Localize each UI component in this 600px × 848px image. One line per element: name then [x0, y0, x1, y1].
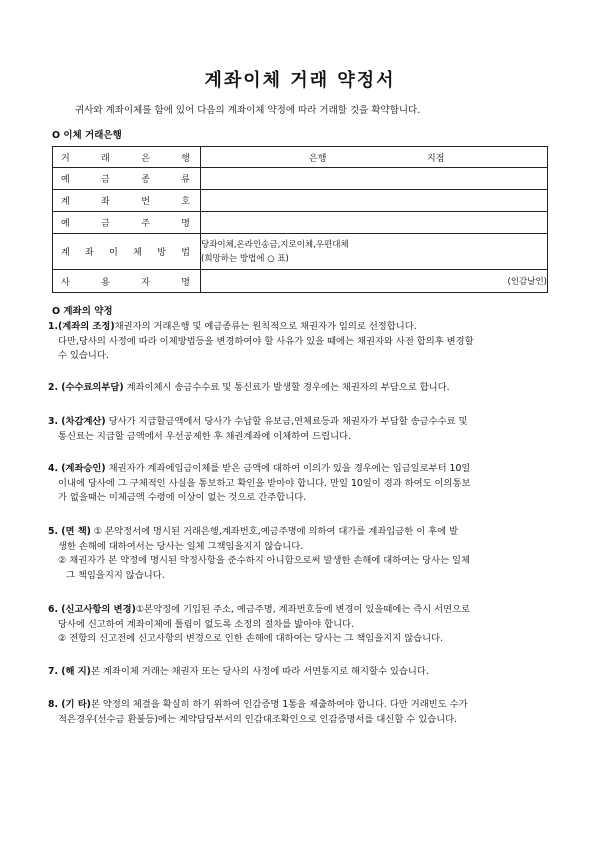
clause-text: 그 책임을지지 않습니다.: [66, 569, 165, 581]
table-row: [53, 168, 548, 190]
transfer-method-field[interactable]: [201, 234, 548, 270]
clause-number: 7. (해 지): [48, 666, 91, 677]
clause-text: 통신료는 지급할 금액에서 우선공제한 후 채권계좌에 이체하여 드립니다.: [58, 430, 352, 442]
label-char: 체: [133, 248, 142, 258]
label-char: 명: [181, 219, 190, 229]
label-char: 법: [181, 248, 190, 258]
clause-line: [48, 603, 470, 618]
table-row: [53, 212, 548, 234]
label-char: 금: [101, 175, 110, 185]
clause-3: [48, 415, 468, 444]
label-char: 거: [61, 153, 70, 164]
label-char: 류: [181, 175, 190, 185]
transfer-method-options: 당좌이체,온라인송금,지로이체,우편대체: [201, 239, 349, 250]
label-char: 계: [61, 248, 70, 258]
row-label: [53, 212, 201, 234]
clause-line: [48, 320, 474, 335]
clause-line: [48, 569, 470, 584]
section-heading-terms: O 계좌의 약정: [52, 306, 113, 317]
clause-line: [48, 381, 450, 396]
clause-text: ② 전항의 신고전에 신고사항의 변경으로 인한 손해에 대하여는 당사는 그 책임을지지 않습니다.: [58, 633, 444, 644]
clause-line: [48, 430, 468, 445]
clause-line: [48, 554, 470, 569]
table-row: [53, 190, 548, 212]
clause-line: [48, 462, 470, 477]
clause-text: ① 본약정서에 명시된 거래은행,계좌번호,예금주명에 의하여 대가를 계좌입금한 이 후에 발: [90, 526, 459, 537]
clause-line: [48, 477, 470, 492]
clause-8: [48, 698, 468, 727]
row-label: [53, 190, 201, 212]
branch-header: 지점: [427, 154, 445, 164]
table-row: [53, 147, 548, 168]
clause-text: 가 없을때는 이체금액 수령에 이상이 없는 것으로 간주합니다.: [58, 492, 307, 503]
row-label: [53, 234, 201, 270]
label-char: 계: [61, 197, 70, 207]
label-char: 예: [61, 175, 70, 185]
clause-text: 적은경우(선수금 환불등)에는 계약담당부서의 인감대조확인으로 인감증명서를 대신할 수 있습니다.: [58, 713, 458, 725]
clause-text: ①본약정에 기입된 주소, 예금주명, 계좌번호등에 변경이 있을때에는 즉시 서면으로: [135, 604, 471, 615]
account-holder-field[interactable]: [201, 212, 548, 234]
user-name-field[interactable]: [201, 270, 548, 293]
row-label: [53, 147, 201, 168]
clause-number: 4. (계좌승인): [48, 463, 106, 474]
clause-text: 본 계좌이체 거래는 채권자 또는 당사의 사정에 따라 서면통지로 해지할수 있습니다.: [90, 666, 429, 677]
bank-branch-field[interactable]: [201, 147, 548, 168]
section-heading-bank: O 이체 거래은행: [52, 130, 122, 141]
intro-text: 귀사와 계좌이체를 함에 있어 다음의 계좌이체 약정에 따라 거래할 것을 확약합니다.: [75, 105, 421, 116]
label-char: 좌: [101, 197, 110, 207]
label-char: 좌: [85, 248, 94, 258]
clause-text: 본 약정의 체결을 확실히 하기 위하여 인감증명 1통을 제출하여야 합니다. 다만 거래빈도 수가: [90, 699, 468, 710]
clause-line: [48, 540, 470, 555]
label-char: 주: [141, 219, 150, 229]
clause-text: 채권자가 계좌에입금이체를 받은 금액에 대하여 이의가 있을 경우에는 입금일로부터 10일: [105, 463, 471, 474]
clause-1: [48, 320, 474, 364]
label-char: 사: [61, 277, 70, 288]
clause-line: [48, 698, 468, 713]
clause-number: 5. (면 책): [48, 526, 91, 537]
clause-line: [48, 525, 470, 540]
clause-line: [48, 415, 468, 430]
table-row: [53, 270, 548, 293]
clause-text: 수 있습니다.: [58, 350, 109, 361]
clause-number: 3. (차감계산): [48, 416, 106, 427]
clause-line: [48, 618, 470, 633]
seal-note: (인감날인): [507, 277, 547, 287]
label-char: 호: [181, 197, 190, 207]
label-char: 이: [109, 248, 118, 258]
label-char: 은: [141, 153, 150, 164]
clause-number: 2. (수수료의부담): [48, 382, 124, 393]
clause-line: [48, 491, 470, 506]
clause-line: [48, 335, 474, 350]
label-char: 번: [141, 197, 150, 207]
clause-5: [48, 525, 470, 583]
clause-text: 생한 손해에 대하여서는 당사는 일체 그책임을지지 않습니다.: [58, 540, 304, 552]
clause-text: 다만,당사의 사정에 따라 이체방법등을 변경하여야 할 사유가 있을 때에는 채권자와 사전 합의후 변경할: [58, 335, 474, 347]
row-label: [53, 168, 201, 190]
label-char: 행: [181, 153, 190, 164]
clause-text: 당사에 신고하여 계좌이체에 틀림이 없도록 소정의 절차를 밟아야 합니다.: [58, 618, 355, 630]
row-label: [53, 270, 201, 293]
clause-line: [48, 713, 468, 728]
clause-line: [48, 632, 470, 647]
clause-7: [48, 665, 429, 680]
clause-text: 채권자의 거래은행 및 예금종류는 원칙적으로 채권자가 임의로 선정합니다.: [114, 321, 417, 332]
clause-number: 6. (신고사항의 변경): [48, 604, 136, 615]
label-char: 예: [61, 219, 70, 229]
clause-text: 계좌이체시 송금수수료 및 통신료가 발생할 경우에는 채권자의 부담으로 합니다.: [123, 382, 450, 393]
bank-info-table: [52, 146, 548, 293]
table-row: [53, 234, 548, 270]
label-char: 방: [157, 248, 166, 258]
clause-line: [48, 349, 474, 364]
deposit-type-field[interactable]: [201, 168, 548, 190]
bank-header: 은행: [309, 154, 327, 164]
clause-2: [48, 381, 450, 396]
label-char: 용: [101, 277, 110, 288]
clause-6: [48, 603, 470, 647]
clause-line: [48, 665, 429, 680]
document-title: 계좌이체 거래 약정서: [204, 70, 396, 91]
clause-number: 1.(계좌의 조정): [48, 321, 115, 332]
label-char: 래: [101, 153, 110, 164]
account-number-field[interactable]: [201, 190, 548, 212]
label-char: 자: [141, 277, 150, 288]
clause-text: ② 채권자가 본 약정에 명시된 약정사항을 준수하지 아니함으로써 발생한 손해에 대하여는 당사는 일체: [58, 555, 471, 566]
label-char: 종: [141, 175, 150, 185]
transfer-method-hint: (희망하는 방법에 ○ 표): [201, 253, 289, 264]
label-char: 금: [101, 219, 110, 229]
clause-text: 당사가 지급할금액에서 당사가 수납할 유보금,연체료등과 채권자가 부담할 송금수수료 및: [105, 416, 468, 427]
clause-text: 이내에 당사에 그 구체적인 사실을 통보하고 확인을 받아야 합니다. 만일 10일이 경과 하여도 이의통보: [58, 477, 471, 489]
label-char: 명: [181, 277, 190, 288]
clause-number: 8. (기 타): [48, 699, 91, 710]
clause-4: [48, 462, 470, 506]
